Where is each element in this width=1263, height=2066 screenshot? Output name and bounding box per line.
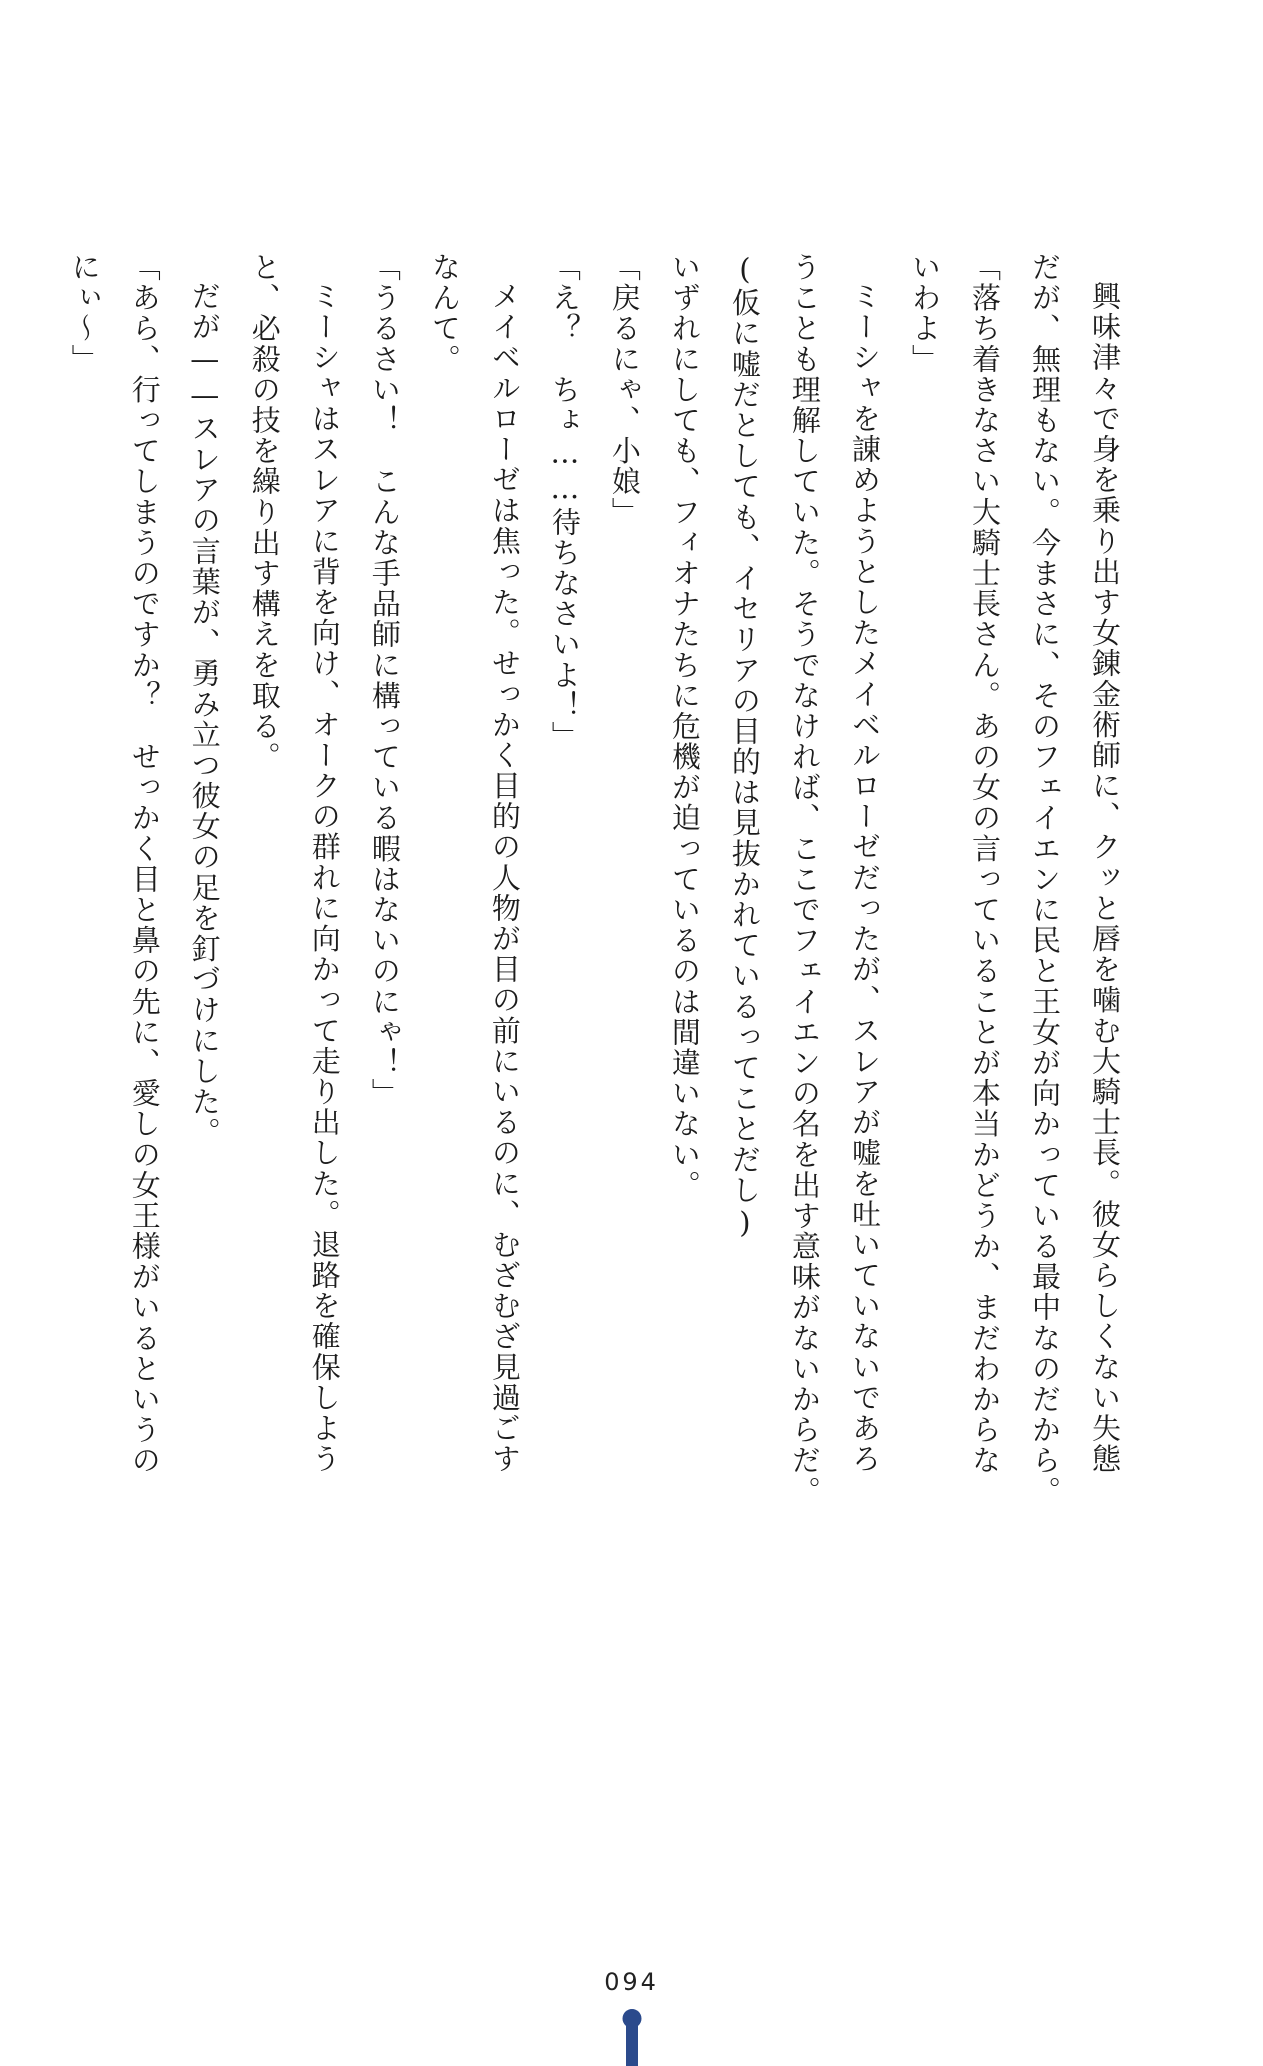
footer-bar-decoration [626, 2020, 638, 2066]
paragraph: (仮に嘘だとしても、イセリアの目的は見抜かれているってことだし) [727, 252, 762, 1242]
paragraph: ミーシャはスレアに背を向け、オークの群れに向かって走り出した。退路を確保しよう [307, 281, 342, 1475]
paragraph: 「戻るにゃ、小娘」 [607, 252, 642, 528]
paragraph: 「え？ ちょ……待ちなさいよ！」 [547, 252, 582, 752]
paragraph: 「うるさい！ こんな手品師に構っている暇はないのにゃ！」 [367, 252, 402, 1109]
paragraph: なんて。 [427, 252, 462, 375]
paragraph: だが、無理もない。今まさに、そのフェイエンに民と王女が向かっている最中なのだから。 [1027, 252, 1062, 1507]
paragraph: いずれにしても、フィオナたちに危機が迫っているのは間違いない。 [667, 252, 702, 1201]
page-number: 094 [604, 1968, 659, 1996]
paragraph: 興味津々で身を乗り出す女錬金術師に、クッと唇を噛む大騎士長。彼女らしくない失態 [1088, 281, 1122, 1475]
paragraph: と、必殺の技を繰り出す構えを取る。 [247, 252, 282, 773]
novel-body-text [67, 252, 1135, 1542]
paragraph: 「落ち着きなさい大騎士長さん。あの女の言っていることが本当かどうか、まだわからな [967, 252, 1002, 1476]
paragraph: メイベルローゼは焦った。せっかく目的の人物が目の前にいるのに、むざむざ見過ごす [487, 281, 522, 1475]
paragraph: ミーシャを諌めようとしたメイベルローゼだったが、スレアが嘘を吐いていないであろ [847, 281, 882, 1475]
paragraph: だが——スレアの言葉が、勇み立つ彼女の足を釘づけにした。 [187, 281, 222, 1148]
paragraph: 「あら、行ってしまうのですか？ せっかく目と鼻の先に、愛しの女王様がいるというの [127, 252, 162, 1476]
paragraph: うことも理解していた。そうでなければ、ここでフェイエンの名を出す意味がないからだ。 [787, 252, 822, 1507]
paragraph: にぃ～」 [67, 252, 102, 375]
paragraph: いわよ」 [907, 252, 942, 375]
